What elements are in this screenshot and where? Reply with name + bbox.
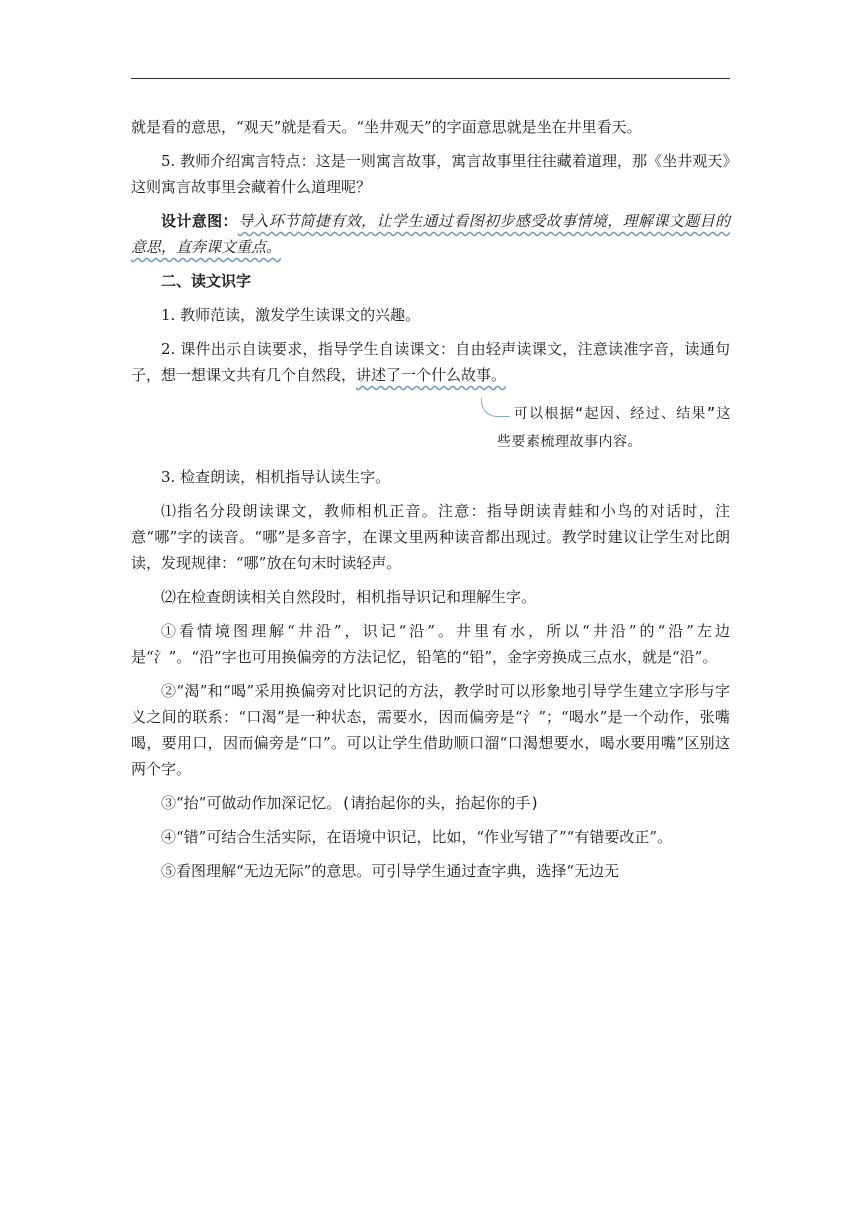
paragraph: ⑤看图理解“无边无际”的意思。可引导学生通过查字典，选择“无边无	[161, 862, 620, 880]
paragraph: ⑵在检查朗读相关自然段时，相机指导识记和理解生字。	[161, 588, 537, 606]
document-body	[131, 114, 730, 892]
side-note-text: 可以根据“起因、经过、结果”这些要素梳理故事内容。	[497, 406, 731, 450]
paragraph-text: ③“抬”可做动作加深记忆。	[161, 794, 342, 812]
header-rule	[131, 78, 730, 79]
design-intent	[131, 208, 730, 260]
section-heading: 二、读文识字	[161, 272, 252, 290]
paragraph: 3. 检查朗读，相机指导认读生字。	[161, 468, 391, 486]
design-intent-body: 导入环节简捷有效，让学生通过看图初步感受故事情境，理解课文题目的意思，直奔课文重点。	[131, 212, 730, 256]
paragraph	[131, 790, 730, 816]
design-intent-label: 设计意图：	[161, 212, 238, 230]
paragraph	[131, 336, 730, 388]
inline-note: (请抬起你的头，抬起你的手)	[341, 794, 540, 812]
paragraph: ①看情境图理解“井沿”，识记“沿”。井里有水，所以“井沿”的“沿”左边是“氵”。“沿”字也可用换偏旁的方法记忆，铅笔的“铅”，金字旁换成三点水，就是“沿”。	[131, 622, 730, 666]
paragraph: ②“渴”和“喝”采用换偏旁对比识记的方法，教学时可以形象地引导学生建立字形与字义之间的联系：“口渴”是一种状态，需要水，因而偏旁是“氵”；“喝水”是一个动作，张嘴喝，要用口，因而偏旁是“口”。可以让学生借助顺口溜“口渴想要水，喝水要用嘴”区别这两个字。	[131, 682, 730, 778]
paragraph-text: 2. 课件出示自读要求，指导学生自读课文：自由轻声读课文，注意读准字音，读通句子，想一想课文共有几个自然段，	[131, 340, 730, 384]
paragraph: 1. 教师范读，激发学生读课文的兴趣。	[161, 306, 421, 324]
paragraph: ⑴指名分段朗读课文，教师相机正音。注意：指导朗读青蛙和小鸟的对话时，注意“哪”字的读音。“哪”是多音字，在课文里两种读音都出现过。教学时建议让学生对比朗读，发现规律：“哪”放在句末时读轻声。	[131, 502, 730, 572]
underlined-text: 讲述了一个什么故事。	[356, 366, 507, 384]
paragraph: 就是看的意思，“观天”就是看天。“坐井观天”的字面意思就是坐在井里看天。	[131, 118, 642, 136]
paragraph: 5. 教师介绍寓言特点：这是一则寓言故事，寓言故事里往往藏着道理，那《坐井观天》这则寓言故事里会藏着什么道理呢？	[131, 152, 730, 196]
side-note	[131, 396, 730, 458]
paragraph: ④“错”可结合生活实际，在语境中识记，比如，“作业写错了”“有错要改正”。	[161, 828, 673, 846]
